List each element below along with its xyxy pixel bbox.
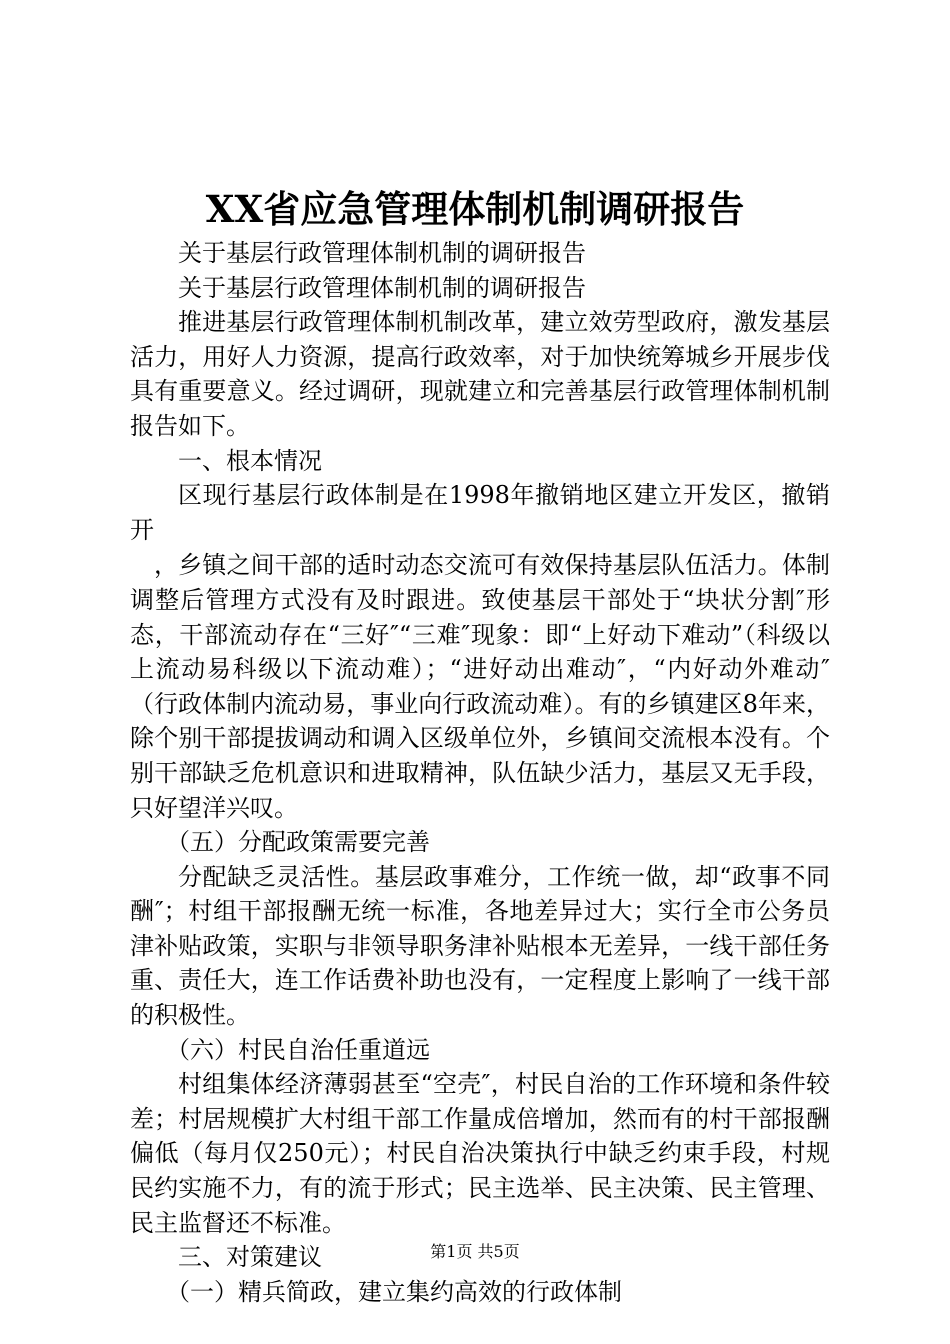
intro-paragraph: 推进基层行政管理体制机制改革，建立效劳型政府，激发基层活力，用好人力资源，提高行政效率，对于加快统筹城乡开展步伐具有重要意义。经过调研，现就建立和完善基层行政管理体制机制报告如下。 <box>130 308 830 440</box>
body-paragraph: 区现行基层行政体制是在1998年撤销地区建立开发区，撤销开 <box>130 481 830 544</box>
page-number-footer: 第1页 共5页 <box>430 1242 520 1261</box>
subsection-heading: （一）精兵简政，建立集约高效的行政体制 <box>166 1277 622 1306</box>
subsection-heading: （五）分配政策需要完善 <box>166 828 430 857</box>
body-paragraph: 分配缺乏灵活性。基层政事难分，工作统一做，却“政事不同酬″；村组干部报酬无统一标准，各地差异过大；实行全市公务员津补贴政策，实职与非领导职务津补贴根本无差异，一线干部任务重、责任大，连工作话费补助也没有，一定程度上影响了一线干部的积极性。 <box>130 862 830 1030</box>
body-paragraph: 村组集体经济薄弱甚至“空壳″，村民自治的工作环境和条件较差；村居规模扩大村组干部工作量成倍增加，然而有的村干部报酬偏低（每月仅250元）；村民自治决策执行中缺乏约束手段，村规民约实施不力，有的流于形式；民主选举、民主决策、民主管理、民主监督还不标准。 <box>130 1070 830 1237</box>
body-paragraph: ，乡镇之间干部的适时动态交流可有效保持基层队伍活力。体制调整后管理方式没有及时跟进。致使基层干部处于“块状分割″形态，干部流动存在“三好″“三难″现象：即“上好动下难动”（科级以上流动易科级以下流动难）；“进好动出难动″，“内好动外难动″（行政体制内流动易，事业向行政流动难）。有的乡镇建区8年来，除个别干部提拔调动和调入区级单位外，乡镇间交流根本没有。个别干部缺乏危机意识和进取精神，队伍缺少活力，基层又无手段，只好望洋兴叹。 <box>130 551 830 822</box>
document-body <box>130 236 830 1309</box>
subtitle-line: 关于基层行政管理体制机制的调研报告 <box>178 239 586 267</box>
section-heading: 一、根本情况 <box>178 446 322 475</box>
subsection-heading: （六）村民自治任重道远 <box>166 1035 430 1064</box>
subtitle-line: 关于基层行政管理体制机制的调研报告 <box>178 273 586 302</box>
document-title: XX省应急管理体制机制调研报告 <box>205 187 745 231</box>
section-heading: 三、对策建议 <box>178 1243 322 1272</box>
